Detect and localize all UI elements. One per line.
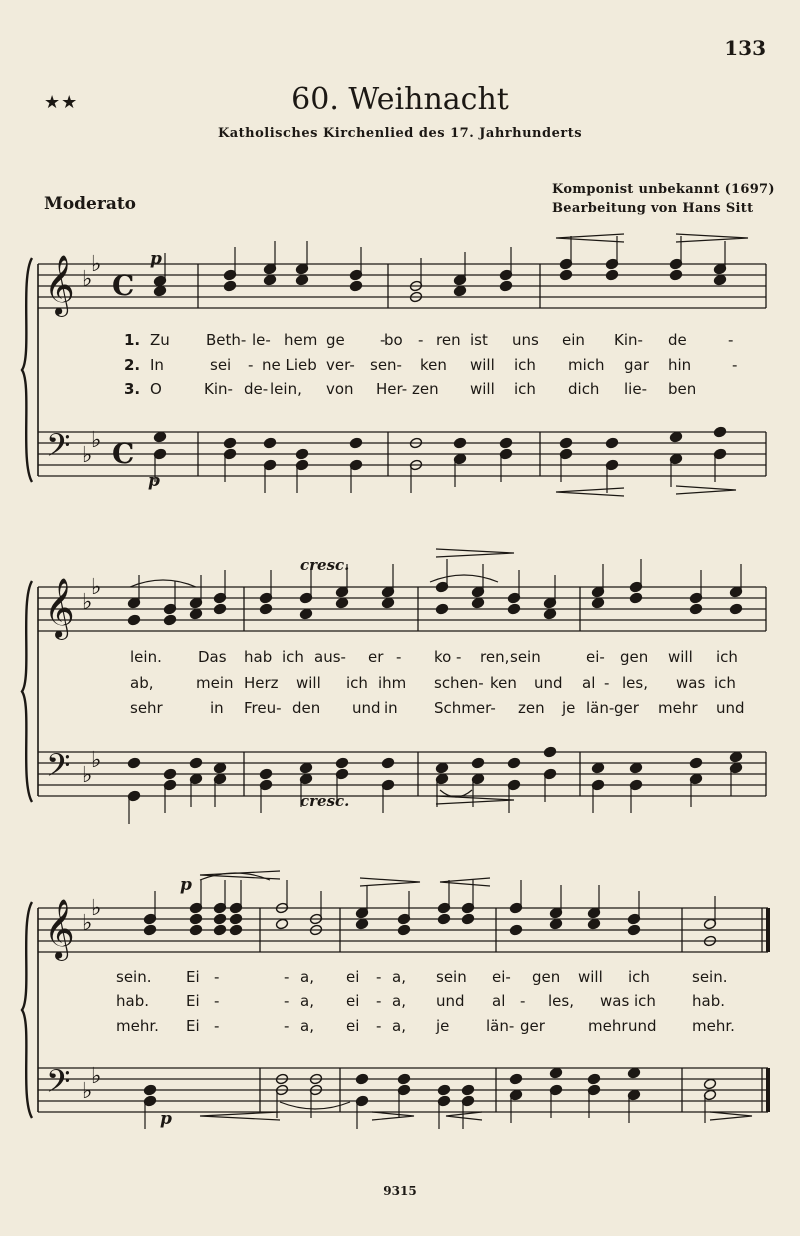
decrescendo-hairpin (436, 796, 514, 804)
flat-sign: ♭ (91, 252, 102, 277)
note-head (713, 426, 726, 438)
verse-number: 1. (124, 331, 141, 349)
flat-sign: ♭ (82, 1079, 93, 1104)
treble-clef: 𝄞 (44, 899, 75, 959)
treble-staff (38, 264, 766, 308)
lyric-syllable: ei (346, 992, 360, 1010)
lyric-syllable: - (604, 674, 610, 692)
note-head (223, 280, 236, 292)
lyric-syllable: de- (244, 380, 269, 398)
flat-sign: ♭ (82, 763, 93, 788)
lyric-syllable: ihm (378, 674, 407, 692)
lyric-syllable: ich (514, 380, 536, 398)
lyric-syllable: lein, (270, 380, 302, 398)
half-note-head (275, 918, 288, 930)
note-head (299, 762, 312, 774)
lyric-syllable: ge (326, 331, 345, 349)
note-head (189, 608, 202, 620)
note-head (295, 274, 308, 286)
note-head (295, 448, 308, 460)
note-head (471, 597, 484, 609)
lyric-syllable: Zu (150, 331, 170, 349)
note-head (627, 924, 640, 936)
decrescendo-hairpin (372, 1112, 414, 1120)
lyric-syllable: zen (412, 380, 439, 398)
note-head (335, 757, 348, 769)
lyric-syllable: und (352, 699, 381, 717)
verse-number: 3. (124, 380, 141, 398)
system-brace (22, 258, 32, 482)
note-head (499, 437, 512, 449)
lyric-syllable: le- (252, 331, 271, 349)
note-head (213, 913, 226, 925)
lyric-syllable: gar (624, 356, 649, 374)
lyric-syllable: län- (586, 699, 615, 717)
lyric-syllable: Schmer- (434, 699, 496, 717)
lyric-syllable: sei (210, 356, 232, 374)
lyric-syllable: ren, (480, 648, 510, 666)
lyric-syllable: ich (634, 992, 656, 1010)
note-head (543, 746, 556, 758)
lyric-syllable: - (396, 648, 402, 666)
lyric-syllable: les, (622, 674, 648, 692)
lyric-syllable: ich (514, 356, 536, 374)
note-head (729, 751, 742, 763)
bass-clef: 𝄢 (46, 427, 71, 471)
note-head (549, 1067, 562, 1079)
bass-staff (38, 752, 766, 796)
lyric-syllable: a, (300, 968, 314, 986)
lyric-syllable: a, (392, 1017, 406, 1035)
note-head (689, 603, 702, 615)
lyric-syllable: hab. (692, 992, 725, 1010)
lyric-syllable: Ei (186, 992, 200, 1010)
lyric-syllable: Freu- (244, 699, 282, 717)
flat-sign: ♭ (91, 1064, 102, 1089)
lyric-syllable: will (668, 648, 693, 666)
lyric-syllable: will (296, 674, 321, 692)
lyric-syllable: ken (420, 356, 447, 374)
lyric-syllable: al (492, 992, 506, 1010)
bass-staff (38, 432, 766, 476)
note-head (381, 597, 394, 609)
dynamic-marking-piano: p (180, 875, 192, 895)
lyric-syllable: O (150, 380, 162, 398)
lyric-syllable: ab, (130, 674, 154, 692)
lyric-syllable: sein (436, 968, 467, 986)
note-head (163, 768, 176, 780)
decrescendo-hairpin (676, 234, 748, 242)
note-head (259, 768, 272, 780)
lyric-syllable: a, (392, 992, 406, 1010)
note-head (143, 1084, 156, 1096)
note-head (153, 431, 166, 443)
lyric-syllable: sein. (692, 968, 728, 986)
lyric-syllable: und (436, 992, 465, 1010)
lyric-syllable: sehr (130, 699, 163, 717)
note-head (629, 762, 642, 774)
lyric-syllable: ver- (326, 356, 355, 374)
page-number: 133 (724, 36, 766, 60)
lyric-syllable: und (628, 1017, 657, 1035)
arranger-line: Bearbeitung von Hans Sitt (552, 201, 754, 216)
lyric-syllable: hab (244, 648, 273, 666)
lyric-syllable: ei- (492, 968, 511, 986)
flat-sign: ♭ (82, 590, 93, 615)
note-head (549, 918, 562, 930)
lyric-syllable: mich (568, 356, 605, 374)
common-time: C (112, 269, 135, 302)
note-head (127, 757, 140, 769)
lyric-syllable: a, (392, 968, 406, 986)
lyric-syllable: Kin- (614, 331, 643, 349)
crescendo-hairpin (446, 1112, 482, 1120)
lyric-syllable: ich (716, 648, 738, 666)
note-head (453, 437, 466, 449)
note-head (213, 924, 226, 936)
lyric-syllable: was (676, 674, 706, 692)
note-head (381, 757, 394, 769)
lyric-syllable: - (732, 356, 738, 374)
crescendo-hairpin (556, 234, 624, 242)
note-head (435, 762, 448, 774)
note-head (559, 269, 572, 281)
lyric-syllable: ist (470, 331, 488, 349)
lyric-syllable: je (436, 1017, 450, 1035)
lyric-syllable: - (376, 1017, 382, 1035)
lyric-syllable: de (668, 331, 687, 349)
lyric-syllable: mein (196, 674, 234, 692)
note-head (349, 437, 362, 449)
decrescendo-hairpin (436, 549, 514, 557)
note-head (453, 285, 466, 297)
lyric-syllable: uns (512, 331, 539, 349)
lyric-syllable: ren (436, 331, 461, 349)
lyric-syllable: ger (614, 699, 639, 717)
note-head (397, 1073, 410, 1085)
lyric-syllable: von (326, 380, 354, 398)
difficulty-marker: ★★ (44, 92, 79, 113)
lyric-syllable: Ei (186, 968, 200, 986)
lyric-syllable: gen (620, 648, 649, 666)
lyric-syllable: in (210, 699, 224, 717)
slur (130, 580, 196, 587)
note-head (213, 603, 226, 615)
lyric-syllable: hab. (116, 992, 149, 1010)
decrescendo-hairpin (710, 1112, 752, 1120)
lyric-syllable: ei (346, 1017, 360, 1035)
note-head (509, 1073, 522, 1085)
flat-sign: ♭ (82, 911, 93, 936)
lyric-syllable: gen (532, 968, 561, 986)
note-head (461, 1084, 474, 1096)
lyric-syllable: - (418, 331, 424, 349)
note-head (229, 924, 242, 936)
lyric-syllable: ich (628, 968, 650, 986)
note-head (263, 437, 276, 449)
lyric-syllable: in (384, 699, 398, 717)
lyric-syllable: In (150, 356, 164, 374)
lyric-syllable: den (292, 699, 321, 717)
crescendo-hairpin (200, 871, 280, 879)
note-head (591, 597, 604, 609)
lyric-syllable: ei- (586, 648, 605, 666)
lyric-syllable: lein. (130, 648, 162, 666)
dynamic-marking-piano: p (148, 471, 160, 491)
crescendo-hairpin (556, 488, 624, 496)
lyric-syllable: ken (490, 674, 517, 692)
crescendo-hairpin (200, 1112, 280, 1120)
lyric-syllable: - (284, 992, 290, 1010)
note-head (143, 924, 156, 936)
flat-sign: ♭ (82, 267, 93, 292)
lyric-syllable: ei (346, 968, 360, 986)
lyric-syllable: er (368, 648, 384, 666)
flat-sign: ♭ (91, 575, 102, 600)
note-head (471, 757, 484, 769)
dynamic-marking-crescendo: cresc. (300, 792, 350, 810)
lyric-syllable: hin (668, 356, 692, 374)
lyric-syllable: dich (568, 380, 600, 398)
note-head (461, 913, 474, 925)
common-time: C (112, 437, 135, 470)
lyric-syllable: ein (562, 331, 585, 349)
note-head (189, 757, 202, 769)
lyric-syllable: schen- (434, 674, 484, 692)
lyric-syllable: - (520, 992, 526, 1010)
lyric-syllable: al (582, 674, 596, 692)
lyric-syllable: Kin- (204, 380, 233, 398)
lyric-syllable: will (470, 380, 495, 398)
note-head (605, 437, 618, 449)
tempo-marking: Moderato (44, 194, 137, 214)
song-title: 60. Weihnacht (291, 82, 509, 117)
note-head (335, 597, 348, 609)
lyric-syllable: Beth- (206, 331, 247, 349)
lyric-syllable: Das (198, 648, 227, 666)
lyric-syllable: und (534, 674, 563, 692)
note-head (605, 269, 618, 281)
note-head (223, 437, 236, 449)
lyric-syllable: lie- (624, 380, 647, 398)
lyric-syllable: was (600, 992, 630, 1010)
lyric-syllable: - (284, 968, 290, 986)
note-head (437, 1084, 450, 1096)
note-head (213, 762, 226, 774)
lyric-syllable: will (578, 968, 603, 986)
note-head (127, 614, 140, 626)
composer-line: Komponist unbekannt (1697) (552, 182, 775, 197)
lyric-syllable: - (214, 968, 220, 986)
note-head (669, 431, 682, 443)
lyric-syllable: a, (300, 992, 314, 1010)
decrescendo-hairpin (360, 878, 420, 886)
bass-clef: 𝄢 (46, 747, 71, 791)
slur (430, 575, 498, 582)
note-head (507, 757, 520, 769)
flat-sign: ♭ (91, 896, 102, 921)
note-head (435, 603, 448, 615)
lyric-syllable: län- (486, 1017, 515, 1035)
lyric-syllable: - (248, 356, 254, 374)
lyric-syllable: hem (284, 331, 318, 349)
lyric-syllable: bo (384, 331, 403, 349)
lyric-syllable: ko (434, 648, 452, 666)
lyric-syllable: will (470, 356, 495, 374)
lyric-syllable: aus- (314, 648, 346, 666)
lyric-syllable: sein. (116, 968, 152, 986)
note-head (713, 274, 726, 286)
note-head (355, 918, 368, 930)
note-head (263, 274, 276, 286)
lyric-syllable: - (214, 992, 220, 1010)
note-head (729, 603, 742, 615)
dynamic-marking-crescendo: cresc. (300, 556, 350, 574)
note-head (689, 757, 702, 769)
system-brace (22, 581, 32, 802)
note-head (437, 913, 450, 925)
note-head (587, 1073, 600, 1085)
decrescendo-hairpin (676, 486, 736, 494)
flat-sign: ♭ (91, 748, 102, 773)
note-head (189, 913, 202, 925)
lyric-syllable: - (376, 992, 382, 1010)
lyric-syllable: und (716, 699, 745, 717)
note-head (509, 924, 522, 936)
lyric-syllable: mehr. (692, 1017, 735, 1035)
lyric-syllable: ich (346, 674, 368, 692)
lyric-syllable: - (284, 1017, 290, 1035)
note-head (559, 437, 572, 449)
note-head (397, 924, 410, 936)
lyric-syllable: sen- (370, 356, 402, 374)
note-head (543, 608, 556, 620)
lyric-syllable: Herz (244, 674, 279, 692)
note-head (355, 1073, 368, 1085)
lyric-syllable: je (562, 699, 576, 717)
note-head (587, 918, 600, 930)
crescendo-hairpin (440, 878, 490, 886)
treble-staff (38, 587, 766, 631)
half-note-head (703, 1078, 716, 1090)
note-head (507, 603, 520, 615)
note-head (299, 608, 312, 620)
note-head (153, 285, 166, 297)
lyric-syllable: sein (510, 648, 541, 666)
lyric-syllable: ich (714, 674, 736, 692)
note-head (669, 269, 682, 281)
lyric-syllable: ich (282, 648, 304, 666)
lyric-syllable: ben (668, 380, 697, 398)
treble-clef: 𝄞 (44, 578, 75, 638)
note-head (349, 280, 362, 292)
lyric-syllable: ger (520, 1017, 545, 1035)
note-head (629, 592, 642, 604)
flat-sign: ♭ (82, 443, 93, 468)
note-head (591, 762, 604, 774)
lyric-syllable: mehr. (116, 1017, 159, 1035)
note-head (189, 924, 202, 936)
lyric-syllable: - (214, 1017, 220, 1035)
bass-clef: 𝄢 (46, 1063, 71, 1107)
system-brace (22, 902, 32, 1118)
lyric-syllable: mehr (588, 1017, 628, 1035)
lyric-syllable: - (376, 968, 382, 986)
plate-number: 9315 (383, 1184, 417, 1198)
note-head (163, 614, 176, 626)
lyric-syllable: Ei (186, 1017, 200, 1035)
verse-number: 2. (124, 356, 141, 374)
lyric-syllable: - (380, 331, 386, 349)
treble-clef: 𝄞 (44, 255, 75, 315)
note-head (229, 913, 242, 925)
lyric-syllable: zen (518, 699, 545, 717)
lyric-syllable: mehr (658, 699, 698, 717)
dynamic-marking-piano: p (160, 1109, 172, 1129)
lyric-syllable: ne Lieb (262, 356, 317, 374)
lyric-syllable: - (728, 331, 734, 349)
song-subtitle: Katholisches Kirchenlied des 17. Jahrhunderts (217, 126, 583, 141)
note-head (499, 280, 512, 292)
lyric-syllable: a, (300, 1017, 314, 1035)
lyric-syllable: les, (548, 992, 574, 1010)
note-head (259, 603, 272, 615)
dynamic-marking-piano: p (150, 249, 162, 269)
note-head (627, 1067, 640, 1079)
lyric-syllable: - (456, 648, 462, 666)
lyric-syllable: Her- (376, 380, 408, 398)
flat-sign: ♭ (91, 428, 102, 453)
